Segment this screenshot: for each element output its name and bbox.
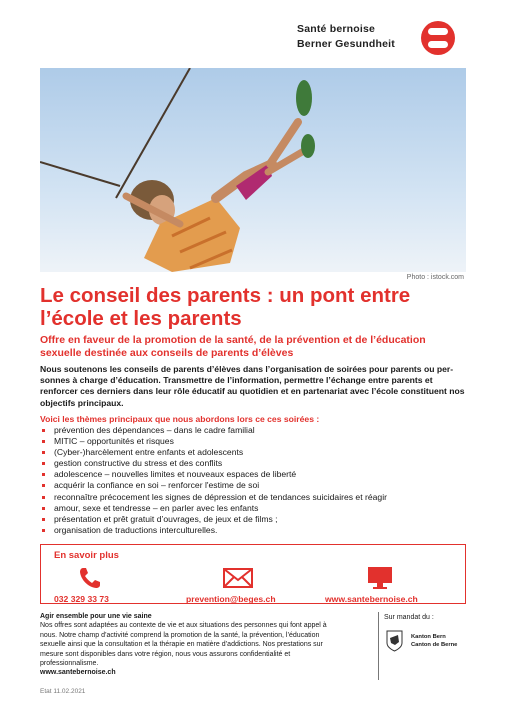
divider bbox=[378, 612, 379, 680]
document-date: Etat 11.02.2021 bbox=[40, 688, 86, 695]
canton-name bbox=[411, 633, 457, 649]
phone-icon bbox=[77, 565, 103, 591]
photo-credit: Photo : istock.com bbox=[406, 274, 464, 281]
contact-website[interactable]: www.santebernoise.ch bbox=[325, 594, 418, 604]
list-item: prévention des dépendances – dans le cadre familial bbox=[40, 425, 472, 436]
list-item: MITIC – opportunités et risques bbox=[40, 436, 472, 447]
footer-about bbox=[40, 612, 340, 678]
org-name-de: Berner Gesundheit bbox=[297, 38, 395, 50]
footer-text: Nos offres sont adaptées au contexte de vie et aux situations des personnes qui font appel à nous. Notre champ d’activité comprend la promotion de la santé, la prévention, l’éducation sexuelle ainsi que la consultation et la thérapie en matière d’addictions. Nos prestations sur mesure sont disponibles dans votre région, nous vous assurons confidentialité et professionnalisme. bbox=[40, 622, 327, 668]
themes-list bbox=[40, 425, 472, 536]
list-item: acquérir la confiance en soi – renforcer l'estime de soi bbox=[40, 480, 472, 491]
monitor-icon bbox=[366, 565, 394, 591]
list-item: (Cyber-)harcèlement entre enfants et adolescents bbox=[40, 447, 472, 458]
list-item: amour, sexe et tendresse – en parler avec les enfants bbox=[40, 503, 472, 514]
contact-email[interactable]: prevention@beges.ch bbox=[186, 594, 276, 604]
contact-heading: En savoir plus bbox=[54, 550, 119, 561]
page-subtitle: Offre en faveur de la promotion de la santé, de la prévention et de l’éducation sexuelle destinée aux conseils de parents d’élèves bbox=[40, 334, 426, 359]
footer-website[interactable]: www.santebernoise.ch bbox=[40, 669, 116, 677]
contact-phone[interactable]: 032 329 33 73 bbox=[54, 594, 109, 604]
contact-box bbox=[40, 544, 466, 604]
canton-name-de: Kanton Bern bbox=[411, 634, 446, 640]
organization-name bbox=[297, 22, 395, 52]
list-item: reconnaître précocement les signes de dépression et de tendances suicidaires et réagir bbox=[40, 492, 472, 503]
page-title: Le conseil des parents : un pont entre l’école et les parents bbox=[40, 284, 411, 330]
list-item: adolescence – nouvelles limites et nouveaux espaces de liberté bbox=[40, 469, 472, 480]
list-item: gestion constructive du stress et des conflits bbox=[40, 458, 472, 469]
swing-illustration bbox=[40, 68, 466, 272]
footer-heading: Agir ensemble pour une vie saine bbox=[40, 613, 152, 620]
canton-bern-coat-of-arms bbox=[386, 630, 403, 652]
sante-bernoise-logo bbox=[420, 18, 456, 58]
envelope-icon bbox=[222, 565, 254, 591]
list-item: organisation de traductions interculturelles. bbox=[40, 525, 472, 536]
list-item: présentation et prêt gratuit d’ouvrages, de jeux et de films ; bbox=[40, 514, 472, 525]
girl-on-swing-photo bbox=[40, 68, 466, 272]
mandate-label: Sur mandat du : bbox=[384, 614, 434, 621]
canton-name-fr: Canton de Berne bbox=[411, 642, 458, 648]
intro-paragraph: Nous soutenons les conseils de parents d’élèves dans l’organisation de soirées pour parents ou per- sonnes à charge d’éducation. Transmettre de l’information, permettre l’échange entre parents et renforcer ces derniers dans leur rôle éducatif au quotidien et en partenariat avec l’école constituent nos objectifs principaux. bbox=[40, 364, 465, 408]
org-name-fr: Santé bernoise bbox=[297, 23, 376, 35]
themes-heading: Voici les thèmes principaux que nous abordons lors ce ces soirées : bbox=[40, 414, 320, 424]
